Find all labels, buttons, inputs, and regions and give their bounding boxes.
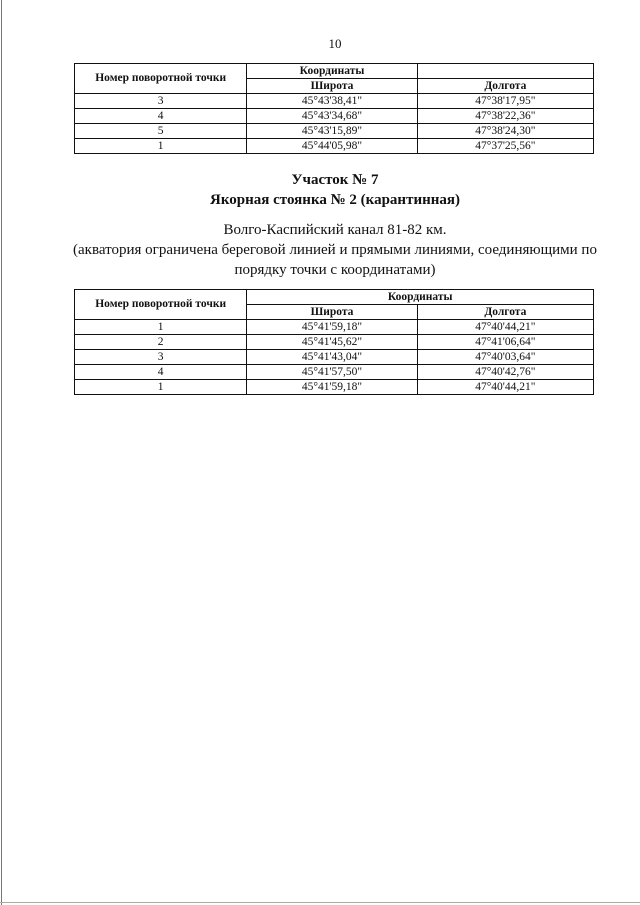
longitude-cell: 47°40'42,76" [417, 365, 593, 380]
point-cell: 4 [75, 365, 247, 380]
table-row [75, 320, 594, 335]
header-empty [417, 64, 593, 79]
longitude-cell: 47°41'06,64" [417, 335, 593, 350]
latitude-cell: 45°43'34,68" [247, 109, 417, 124]
scan-edge-left [1, 0, 2, 905]
page-number: 10 [328, 36, 342, 51]
latitude-cell: 45°44'05,98" [247, 139, 417, 154]
longitude-cell: 47°40'44,21" [417, 380, 593, 395]
latitude-cell: 45°41'59,18" [247, 380, 417, 395]
header-coordinates: Координаты [247, 290, 594, 305]
point-cell: 5 [75, 124, 247, 139]
longitude-cell: 47°38'17,95" [417, 94, 593, 109]
latitude-cell: 45°41'45,62" [247, 335, 417, 350]
header-latitude: Широта [247, 79, 417, 94]
latitude-cell: 45°41'59,18" [247, 320, 417, 335]
point-cell: 3 [75, 94, 247, 109]
scan-edge-bottom [0, 902, 640, 903]
longitude-cell: 47°40'44,21" [417, 320, 593, 335]
longitude-cell: 47°38'24,30" [417, 124, 593, 139]
latitude-cell: 45°41'57,50" [247, 365, 417, 380]
longitude-cell: 47°38'22,36" [417, 109, 593, 124]
point-cell: 3 [75, 350, 247, 365]
point-cell: 1 [75, 139, 247, 154]
header-coordinates: Координаты [247, 64, 417, 79]
section-description: (акватория ограничена береговой линией и прямыми линиями, соединяющими по порядку точки с координатами) [73, 242, 597, 278]
latitude-cell: 45°43'38,41" [247, 94, 417, 109]
header-point-number: Номер поворотной точки [75, 64, 247, 94]
table-row [75, 94, 594, 109]
table-row [75, 109, 594, 124]
table-row [75, 380, 594, 395]
header-latitude: Широта [247, 305, 417, 320]
point-cell: 1 [75, 380, 247, 395]
table-row [75, 124, 594, 139]
point-cell: 2 [75, 335, 247, 350]
coordinates-table-2 [74, 289, 594, 395]
table-row [75, 139, 594, 154]
table-row [75, 335, 594, 350]
header-longitude: Долгота [417, 305, 593, 320]
header-point-number: Номер поворотной точки [75, 290, 247, 320]
longitude-cell: 47°40'03,64" [417, 350, 593, 365]
latitude-cell: 45°43'15,89" [247, 124, 417, 139]
section-title: Якорная стоянка № 2 (карантинная) [210, 192, 460, 208]
header-longitude: Долгота [417, 79, 593, 94]
section-location: Волго-Каспийский канал 81-82 км. [223, 222, 447, 238]
latitude-cell: 45°41'43,04" [247, 350, 417, 365]
point-cell: 4 [75, 109, 247, 124]
coordinates-table-1 [74, 63, 594, 154]
table-row [75, 365, 594, 380]
table-row [75, 350, 594, 365]
point-cell: 1 [75, 320, 247, 335]
section-number: Участок № 7 [291, 172, 379, 188]
longitude-cell: 47°37'25,56" [417, 139, 593, 154]
